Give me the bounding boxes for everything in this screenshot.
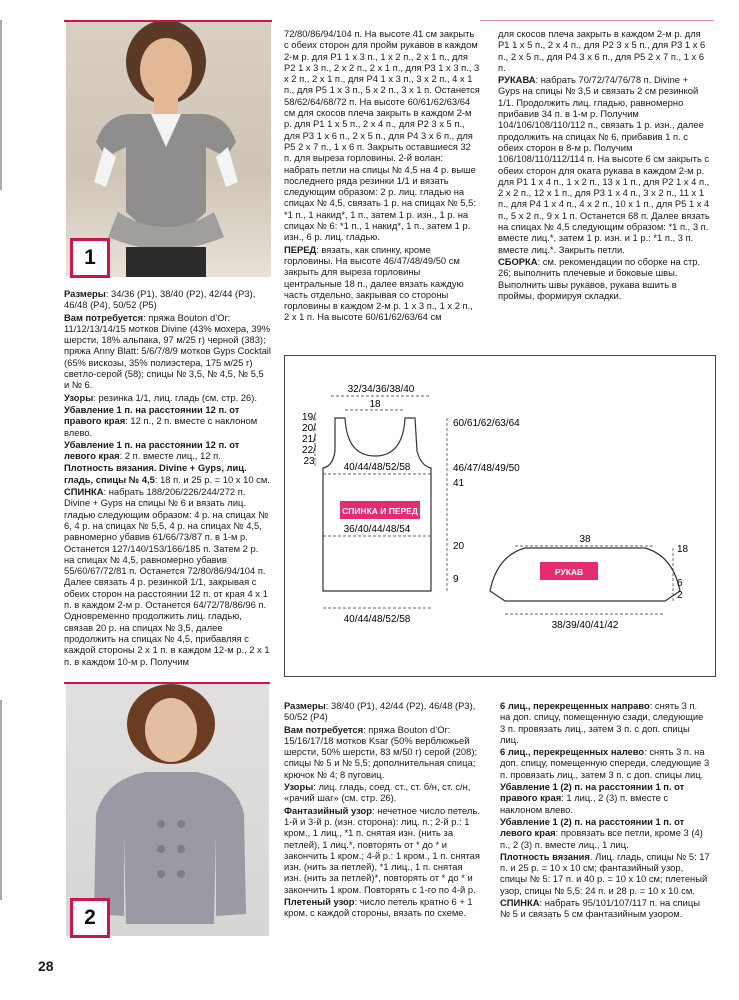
text-paragraph (64, 486, 271, 667)
top-width-label: 32/34/36/38/40 (347, 384, 415, 395)
text-paragraph (284, 700, 482, 723)
schematic-drawing (285, 356, 715, 676)
paragraph-body: : набрать 95/101/107/117 п. на спицы № 5 и связать 5 см фантазийным узором. (500, 897, 700, 920)
sleeve-label: РУКАВ (554, 567, 584, 577)
chest-width-label: 40/44/48/52/58 (343, 462, 411, 473)
paragraph-heading: 6 лиц., перекрещенных направо (500, 700, 650, 711)
paragraph-body: 72/80/86/94/104 п. На высоте 41 см закрыть с обеих сторон для пройм рукавов в каждом 2-м р. для P1 1 х 3 п., 1 х 2 п., 2 х 1 п., для P2 1 х 3 п., 2 х 2 п., 2 х 1 п., для P3 1 х 3 п., 3 х 2 п., 2 х 1 п., для P4 1 х 3 п., 3 х 2 п., 4 х 1 п., для P5 1 х 3 п., 5 х 2 п., 3 х 1 п. Останется 58/62/64/68/72 п. На высоте 60/61/62/63/64 см для скосов плеча закрыть в каждом 2-м р. для P1 1 х 5 п., 2 х 4 п., для P2 3 х 5 п., для P3 1 х 6 п., 2 х 5 п., для P4 3 х 6 п., для P5 2 х 7 п., 1 х 6 п. Закрыть оставшиеся 32 п. для выреза горловины. 2-й волан: набрать петли на спицы № 4,5 на 4 р. выше последнего ряда резинки 1/1 и вязать следующим образом: 2 р. лиц. гладью на спицах № 4,5, связать 1 р. на спицах № 5,5: *1 п., 1 накид*, 1 п., затем 1 р. изн., 1 р. на спицах № 6: *1 п., 1 накид*, 1 п., затем 1 р. изн., 6 р. лиц. гладью. (284, 28, 480, 243)
text-paragraph (498, 28, 710, 73)
paragraph-heading: РУКАВА (498, 74, 536, 86)
paragraph-body: . Лиц. гладь, спицы № 5: 17 п. и 25 р. = 10 х 10 см; фантазийный узор, спицы № 5: 17 п. и 40 р. = 10 х 10 см; плетеный узор, спицы № 5,5: 24 п. и 28 р. = 10 х 10 см. (500, 850, 710, 896)
model-1-right-column (498, 28, 710, 302)
paragraph-heading: Плетеный узор (284, 896, 355, 908)
paragraph-heading: СБОРКА (498, 255, 538, 267)
paragraph-heading: Плотность вязания (500, 850, 590, 862)
paragraph-body: : 1 лиц., 2 (3) п. вместе с наклоном влево. (500, 792, 669, 815)
body-label: СПИНКА И ПЕРЕД (342, 506, 418, 516)
paragraph-body: : набрать 70/72/74/76/78 п. Divine + Gyps на спицы № 3,5 и связать 2 см резинкой 1/1. Продолжить лиц. гладью, равномерно прибавив 34 п. в 1-м р. Получим 104/106/108/110/112 п., связать 1 р. изн., далее продолжить на спицах № 6, прибавив 1 п. с обеих сторон в 8-м р. Получим 106/108/110/112/114 п. На высоте 6 см закрыть с обеих сторон для оката рукава в каждом 2-м р. для P1 1 х 4 п., 1 х 2 п., 13 х 1 п., для P2 1 х 4 п., 2 х 2 п., 12 х 1 п., для P3 1 х 4 п., 3 х 2 п., 11 х 1 п., для P4 1 х 4 п., 4 х 2 п., 10 х 1 п., для P5 1 х 4 п., 5 х 2 п., 9 х 1 п. Останется 68 п. Далее вязать на спицах № 4,5 следующим образом: *1 п., 3 п. вместе лиц.*, затем 1 р. изн. и 1 р.: *1 п., 3 п. вместе лиц.*. Закрыть петли. (498, 74, 710, 255)
height-9-label: 9 (453, 574, 459, 585)
paragraph-body: : 2 п. вместе лиц., 12 п. (119, 450, 221, 462)
text-paragraph (64, 392, 271, 403)
sleeve-height-6-label: 6 (677, 578, 683, 589)
paragraph-body: : 34/36 (P1), 38/40 (P2), 42/44 (P3), 46/48 (P4), 50/52 (P5) (64, 288, 256, 311)
height-46-label: 46/47/48/49/50 (453, 463, 520, 474)
paragraph-heading: Убавление 1 п. на расстоянии 12 п. от правого края (64, 403, 240, 427)
text-paragraph (500, 700, 710, 745)
model-1-left-column (64, 288, 271, 668)
model-1-middle-column (284, 28, 480, 324)
sleeve-height-2-label: 2 (677, 590, 683, 601)
paragraph-heading: Вам потребуется (64, 311, 144, 323)
paragraph-heading: СПИНКА (500, 897, 540, 909)
model-2-right-column (500, 700, 710, 921)
paragraph-body: : набрать 188/206/226/244/272 п. Divine + Gyps на спицы № 6 и вязать лиц. гладью следующим образом: 4 р. на спицах № 6, 4 р. на спицах № 5,5, 4 р. на спицах № 4,5, равномерно убавив 61/66/73/87 п. в 1-м р. Останется 127/140/153/166/185 п. Затем 2 р. на спицах № 4,5, равномерно убавив 55/60/67/72/81 п. Останется 72/80/86/94/104 п. Далее связать 4 р. резинкой 1/1, закрывая с обеих сторон на расстоянии 12 п. от края 4 х 1 п. в каждом 2-м р. Останется 64/72/78/86/96 п. Одновременно продолжить лиц. гладью, связав 20 р. на спицах № 3,5, далее продолжить на спицах № 4,5, прибавляя с каждой стороны 2 х 1 п. в каждом 12-м р., 2 х 1 п. в каждом 10-м р. Получим (64, 486, 270, 667)
paragraph-heading: Убавление 1 п. на расстоянии 12 п. от левого края (64, 438, 240, 462)
text-paragraph (284, 28, 480, 243)
text-paragraph (64, 462, 271, 485)
paragraph-body: : см. рекомендации по сборке на стр. 26; выполнить плечевые и боковые швы. Выполнить швы рукавов, рукава вшить в проймы, формируя складки. (498, 255, 701, 301)
paragraph-heading: Фантазийный узор (284, 804, 372, 816)
text-paragraph (500, 816, 710, 850)
pattern-schematic (284, 355, 716, 677)
page-edge-mark (0, 20, 2, 190)
paragraph-heading: Узоры (64, 391, 94, 403)
paragraph-heading: 6 лиц., перекрещенных налево (500, 746, 645, 758)
text-paragraph (64, 439, 271, 462)
neck-width-label: 18 (369, 399, 381, 410)
text-paragraph (498, 74, 710, 255)
paragraph-body: : резинка 1/1, лиц. гладь (см. стр. 26). (93, 391, 257, 403)
side-height-label: 23 (303, 456, 315, 467)
text-paragraph (284, 724, 482, 780)
side-height-label: 22/ (302, 445, 316, 456)
text-paragraph (500, 746, 710, 780)
paragraph-body: : 18 п. и 25 р. = 10 х 10 см. (154, 473, 270, 485)
text-paragraph (64, 312, 271, 391)
paragraph-body: : снять 3 п. на доп. спицу, помещенную сзади, следующие 3 п. провязать лиц., затем 3 п. с доп. спицы лиц. (500, 700, 704, 745)
model-number-badge: 2 (70, 898, 110, 938)
waist-width-label: 36/40/44/48/54 (343, 524, 411, 535)
paragraph-body: : снять 3 п. на доп. спицу, помещенную спереди, следующие 3 п. провязать лиц., затем 3 п. с доп. спицы лиц. (500, 746, 710, 780)
text-paragraph (500, 851, 710, 896)
paragraph-heading: Убавление 1 (2) п. на расстоянии 1 п. от левого края (500, 815, 685, 839)
text-paragraph (64, 288, 271, 311)
top-divider-right (480, 20, 714, 21)
paragraph-heading: Плотность вязания. Divine + Gyps, лиц. гладь, спицы № 4,5 (64, 462, 247, 485)
paragraph-heading: Узоры (284, 781, 314, 793)
text-paragraph (498, 256, 710, 301)
paragraph-body: : провязать все петли, кроме 3 (4) п., 2 (3) п. вместе лиц., 1 лиц. (500, 827, 703, 850)
text-paragraph (284, 781, 482, 804)
text-paragraph (284, 896, 482, 919)
text-paragraph (64, 404, 271, 438)
height-60-label: 60/61/62/63/64 (453, 418, 520, 429)
paragraph-heading: ПЕРЕД (284, 243, 317, 255)
paragraph-body: : число петель кратно 6 + 1 кром. с каждой стороны, вязать по схеме. (284, 896, 473, 919)
paragraph-heading: СПИНКА (64, 486, 104, 498)
side-height-label: 19/ (302, 412, 316, 423)
paragraph-body: : вязать, как спинку, кроме горловины. На высоте 46/47/48/49/50 см закрыть для выреза горловины центральные 18 п., далее вязать каждую часть отдельно, закрывая со стороны горловины в каждом 2-м р. 1 х 3 п., 1 х 2 п., 2 х 1 п. На высоте 60/61/62/63/64 см (284, 243, 473, 323)
height-20-label: 20 (453, 541, 465, 552)
bottom-width-label: 40/44/48/52/58 (343, 614, 411, 625)
sleeve-bottom-label: 38/39/40/41/42 (551, 620, 619, 631)
paragraph-heading: Размеры (64, 288, 106, 299)
text-paragraph (284, 805, 482, 895)
paragraph-body: : пряжа Bouton d’Or: 11/12/13/14/15 мотков Divine (43% мохера, 39% шерсти, 18% альпака, 97 м/25 г) черной (383); пряжа Anny Blatt: 5/6/7/8/9 мотков Gyps Cocktail (65% вискозы, 35% полиэстера, 175 м/25 г) светло-серой (58); спицы № 3,5, № 4,5, № 5,5 и № 6. (64, 311, 271, 391)
paragraph-heading: Размеры (284, 700, 326, 711)
paragraph-body: : нечетное число петель. 1-й и 3-й р. (изн. сторона): лиц. п.; 2-й р.: 1 кром., 1 лиц., *1 п. снятая изн. (нить за петлей), 1 лиц.*, повторять от * до * и закончить 1 кром.; 4-й р.: 1 кром., 1 п. снятая изн. (нить за петлей), *1 лиц., 1 п. снятая изн. (нить за петлей)*, повторять от * до * и закончить 1 кром. Повторять с 1-го по 4-й р. (284, 804, 480, 895)
side-height-label: 20/ (302, 423, 316, 434)
paragraph-body: : 38/40 (P1), 42/44 (P2), 46/48 (P3), 50/52 (P4) (284, 700, 476, 723)
sleeve-top-label: 38 (579, 534, 591, 545)
paragraph-body: : 12 п., 2 п. вместе с наклоном влево. (64, 415, 258, 438)
paragraph-heading: Убавление 1 (2) п. на расстоянии 1 п. от правого края (500, 781, 685, 804)
page-number: 28 (38, 958, 54, 974)
model-2-left-column (284, 700, 482, 920)
paragraph-heading: Вам потребуется (284, 723, 364, 735)
paragraph-body: : лиц. гладь, соед. ст., ст. б/н, ст. с/н, «рачий шаг» (см. стр. 26). (284, 781, 471, 804)
height-41-label: 41 (453, 478, 465, 489)
sleeve-height-18-label: 18 (677, 544, 689, 555)
model-number-badge: 1 (70, 238, 110, 278)
text-paragraph (500, 781, 710, 815)
side-height-label: 21/ (302, 434, 316, 445)
text-paragraph (500, 897, 710, 920)
paragraph-body: для скосов плеча закрыть в каждом 2-м р. для P1 1 х 5 п., 2 х 4 п., для P2 3 х 5 п., для P3 1 х 6 п., 2 х 5 п., для P4 3 х 6 п., для P5 2 х 7 п., 1 х 6 п. (498, 28, 706, 73)
text-paragraph (284, 244, 480, 323)
paragraph-body: : пряжа Bouton d’Or: 15/16/17/18 мотков Ksar (50% верблюжьей шерсти, 50% шерсти, 83 м/50 г) серой (208); спицы № 5 и № 5,5; дополнительная спица; крючок № 4; 8 пуговиц. (284, 723, 478, 780)
page-edge-mark (0, 700, 2, 900)
